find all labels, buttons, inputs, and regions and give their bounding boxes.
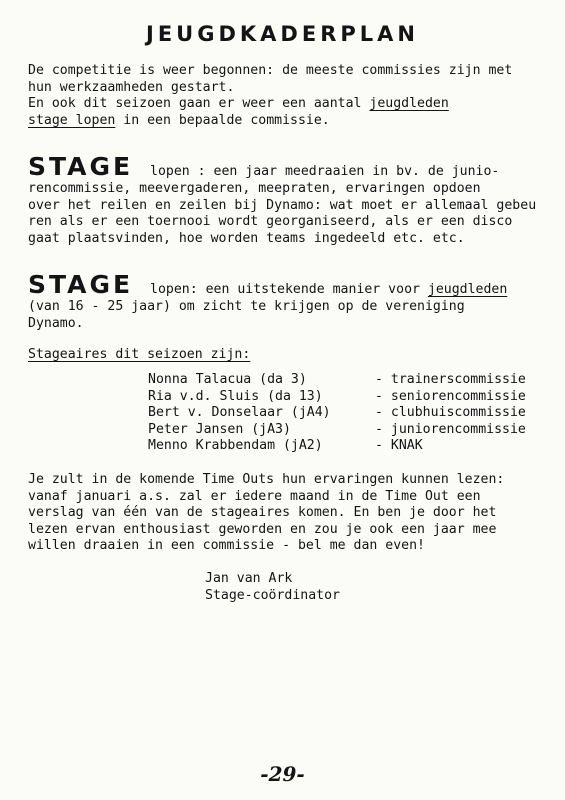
stage1-line-5: gaat plaatsvinden, hoe worden teams ingedeeld etc. etc. xyxy=(28,230,465,246)
stageaire-role: - seniorencommissie xyxy=(375,389,526,404)
closing-line-5: willen draaien in een commissie - bel me dan even! xyxy=(28,538,425,554)
stage1-line-4: ren als er een toernooi wordt georganiseerd, als er een disco xyxy=(28,214,513,230)
stage2-line-1 xyxy=(150,282,507,299)
stageaire-name: Bert v. Donselaar (jA4) xyxy=(148,405,331,420)
stage1-paragraph xyxy=(28,181,536,247)
stageaire-role: - trainerscommissie xyxy=(375,372,526,387)
stage1-line-1: lopen : een jaar meedraaien in bv. de junio- xyxy=(150,164,500,179)
stage2-line-2: (van 16 - 25 jaar) om zicht te krijgen op de vereniging xyxy=(28,299,465,314)
signature-role: Stage-coördinator xyxy=(205,588,340,603)
stageaire-role: - juniorencommissie xyxy=(375,422,526,437)
stageaires-heading: Stageaires dit seizoen zijn: xyxy=(28,347,251,362)
stageaire-role: - clubhuiscommissie xyxy=(375,405,526,420)
stage-heading-1: STAGE xyxy=(28,152,134,181)
stageaire-role: - KNAK xyxy=(375,438,423,453)
closing-paragraph xyxy=(28,472,504,555)
stage-heading-2: STAGE xyxy=(28,270,134,299)
stage2-line-3: Dynamo. xyxy=(28,315,84,331)
stageaire-name: Peter Jansen (jA3) xyxy=(148,422,291,437)
stage2-line-1-text: lopen: een uitstekende manier voor xyxy=(150,282,428,297)
closing-line-2: vanaf januari a.s. zal er iedere maand in de Time Out een xyxy=(28,488,481,504)
intro-line-4: in een bepaalde commissie. xyxy=(115,112,330,128)
closing-line-1: Je zult in de komende Time Outs hun ervaringen kunnen lezen: xyxy=(28,472,505,487)
stage1-line-3: over het reilen en zeilen bij Dynamo: wat moet er allemaal gebeu xyxy=(28,197,537,213)
signature-name: Jan van Ark xyxy=(205,571,293,586)
stage2-paragraph xyxy=(28,299,465,332)
closing-line-4: lezen ervan enthousiast geworden en zou je ook een jaar mee xyxy=(28,521,497,537)
page-number: -29- xyxy=(260,762,305,786)
page-title: JEUGDKADERPLAN xyxy=(146,22,419,46)
intro-underlined-stage-lopen: stage lopen xyxy=(28,112,116,128)
stage1-line-2: rencommissie, meevergaderen, meepraten, ervaringen opdoen xyxy=(28,181,481,196)
intro-line-2: hun werkzaamheden gestart. xyxy=(28,79,235,95)
intro-line-1: De competitie is weer begonnen: de meeste commissies zijn met xyxy=(28,63,513,78)
stageaire-name: Nonna Talacua (da 3) xyxy=(148,372,307,387)
stage2-underlined-jeugdleden: jeugdleden xyxy=(427,282,508,297)
closing-line-3: verslag van één van de stageaires komen. En ben je door het xyxy=(28,505,497,521)
stageaire-name: Menno Krabbendam (jA2) xyxy=(148,438,323,453)
intro-underlined-jeugdleden: jeugdleden xyxy=(369,96,449,112)
intro-line-3: En ook dit seizoen gaan er weer een aantal xyxy=(28,96,370,112)
intro-paragraph xyxy=(28,63,512,129)
stageaire-name: Ria v.d. Sluis (da 13) xyxy=(148,389,323,404)
